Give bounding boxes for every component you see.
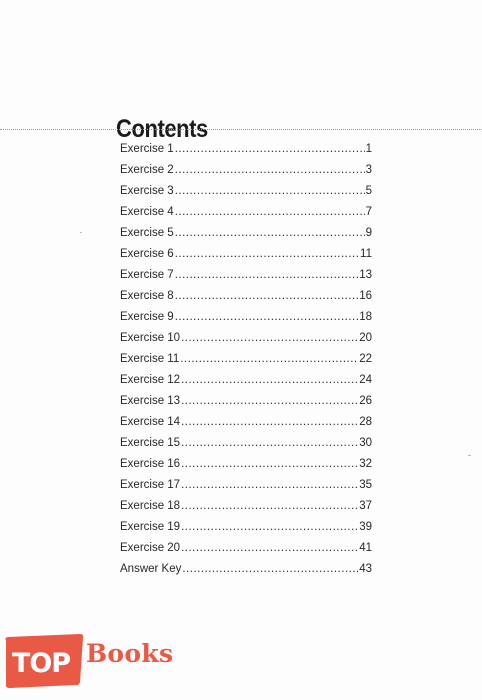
toc-entry-label: Exercise 19 [120, 521, 181, 533]
toc-leader-dots [175, 139, 365, 160]
toc-entry-label: Exercise 20 [120, 542, 181, 554]
scan-speck [468, 455, 471, 456]
toc-entry [120, 139, 372, 160]
toc-leader-dots [181, 496, 358, 517]
title-divider [0, 129, 482, 130]
toc-entry-label: Exercise 10 [120, 332, 181, 344]
toc-leader-dots [181, 538, 358, 559]
toc-entry-label: Exercise 5 [120, 227, 174, 239]
toc-entry-page-number: 26 [359, 395, 372, 407]
toc-entry-page-number: 32 [359, 458, 372, 470]
toc-entry [120, 307, 372, 328]
table-of-contents [120, 139, 372, 580]
toc-entry-page-number: 43 [359, 563, 372, 575]
toc-entry-page-number: 1 [365, 143, 372, 155]
toc-entry-label: Exercise 15 [120, 437, 181, 449]
toc-entry [120, 496, 372, 517]
toc-leader-dots [175, 286, 359, 307]
toc-leader-dots [181, 370, 358, 391]
logo-books-text: Books [86, 639, 174, 668]
toc-leader-dots [180, 349, 358, 370]
toc-entry-label: Exercise 12 [120, 374, 181, 386]
toc-entry-label: Answer Key [120, 563, 182, 575]
toc-entry-page-number: 30 [359, 437, 372, 449]
toc-leader-dots [175, 265, 359, 286]
page-title: Contents [116, 114, 208, 143]
toc-entry-label: Exercise 6 [120, 248, 174, 260]
toc-entry-label: Exercise 8 [120, 290, 174, 302]
toc-entry-page-number: 41 [359, 542, 372, 554]
toc-entry-label: Exercise 7 [120, 269, 174, 281]
toc-leader-dots [181, 517, 358, 538]
toc-entry-label: Exercise 2 [120, 164, 174, 176]
toc-entry [120, 517, 372, 538]
toc-entry-page-number: 9 [365, 227, 372, 239]
toc-entry [120, 160, 372, 181]
toc-entry [120, 328, 372, 349]
toc-entry [120, 412, 372, 433]
toc-entry [120, 454, 372, 475]
toc-entry-label: Exercise 14 [120, 416, 181, 428]
toc-leader-dots [175, 307, 359, 328]
toc-entry-page-number: 13 [359, 269, 372, 281]
toc-entry [120, 349, 372, 370]
toc-entry-page-number: 22 [359, 353, 372, 365]
toc-entry [120, 286, 372, 307]
toc-entry [120, 244, 372, 265]
toc-leader-dots [181, 412, 358, 433]
logo-top-text: TOP [11, 648, 71, 679]
toc-leader-dots [175, 223, 365, 244]
toc-entry [120, 223, 372, 244]
top-badge-icon [0, 632, 86, 690]
toc-entry-page-number: 37 [359, 500, 372, 512]
toc-entry [120, 475, 372, 496]
toc-entry [120, 433, 372, 454]
toc-entry [120, 181, 372, 202]
toc-leader-dots [181, 391, 358, 412]
topbooks-logo [0, 620, 190, 700]
toc-entry-page-number: 3 [365, 164, 372, 176]
toc-entry-label: Exercise 18 [120, 500, 181, 512]
toc-entry-label: Exercise 11 [120, 353, 180, 365]
toc-leader-dots [175, 181, 365, 202]
toc-entry [120, 265, 372, 286]
toc-leader-dots [181, 328, 358, 349]
toc-entry-label: Exercise 17 [120, 479, 181, 491]
toc-entry-label: Exercise 3 [120, 185, 174, 197]
toc-leader-dots [181, 454, 358, 475]
toc-leader-dots [181, 475, 358, 496]
toc-entry-page-number: 39 [359, 521, 372, 533]
toc-entry [120, 538, 372, 559]
toc-leader-dots [175, 244, 359, 265]
toc-entry [120, 559, 372, 580]
toc-leader-dots [181, 433, 358, 454]
toc-leader-dots [175, 160, 365, 181]
toc-entry-page-number: 20 [359, 332, 372, 344]
toc-entry-label: Exercise 9 [120, 311, 174, 323]
toc-entry-label: Exercise 1 [120, 143, 174, 155]
toc-entry-page-number: 35 [359, 479, 372, 491]
toc-entry-page-number: 5 [365, 185, 372, 197]
toc-entry-page-number: 7 [365, 206, 372, 218]
toc-entry-page-number: 16 [359, 290, 372, 302]
toc-entry [120, 391, 372, 412]
toc-entry-label: Exercise 4 [120, 206, 174, 218]
toc-entry-page-number: 24 [359, 374, 372, 386]
toc-entry-page-number: 18 [359, 311, 372, 323]
toc-leader-dots [182, 559, 358, 580]
toc-entry [120, 202, 372, 223]
toc-entry-page-number: 11 [360, 248, 372, 260]
toc-entry-page-number: 28 [359, 416, 372, 428]
scan-speck [80, 232, 82, 233]
toc-entry [120, 370, 372, 391]
toc-leader-dots [175, 202, 365, 223]
toc-entry-label: Exercise 16 [120, 458, 181, 470]
toc-entry-label: Exercise 13 [120, 395, 181, 407]
